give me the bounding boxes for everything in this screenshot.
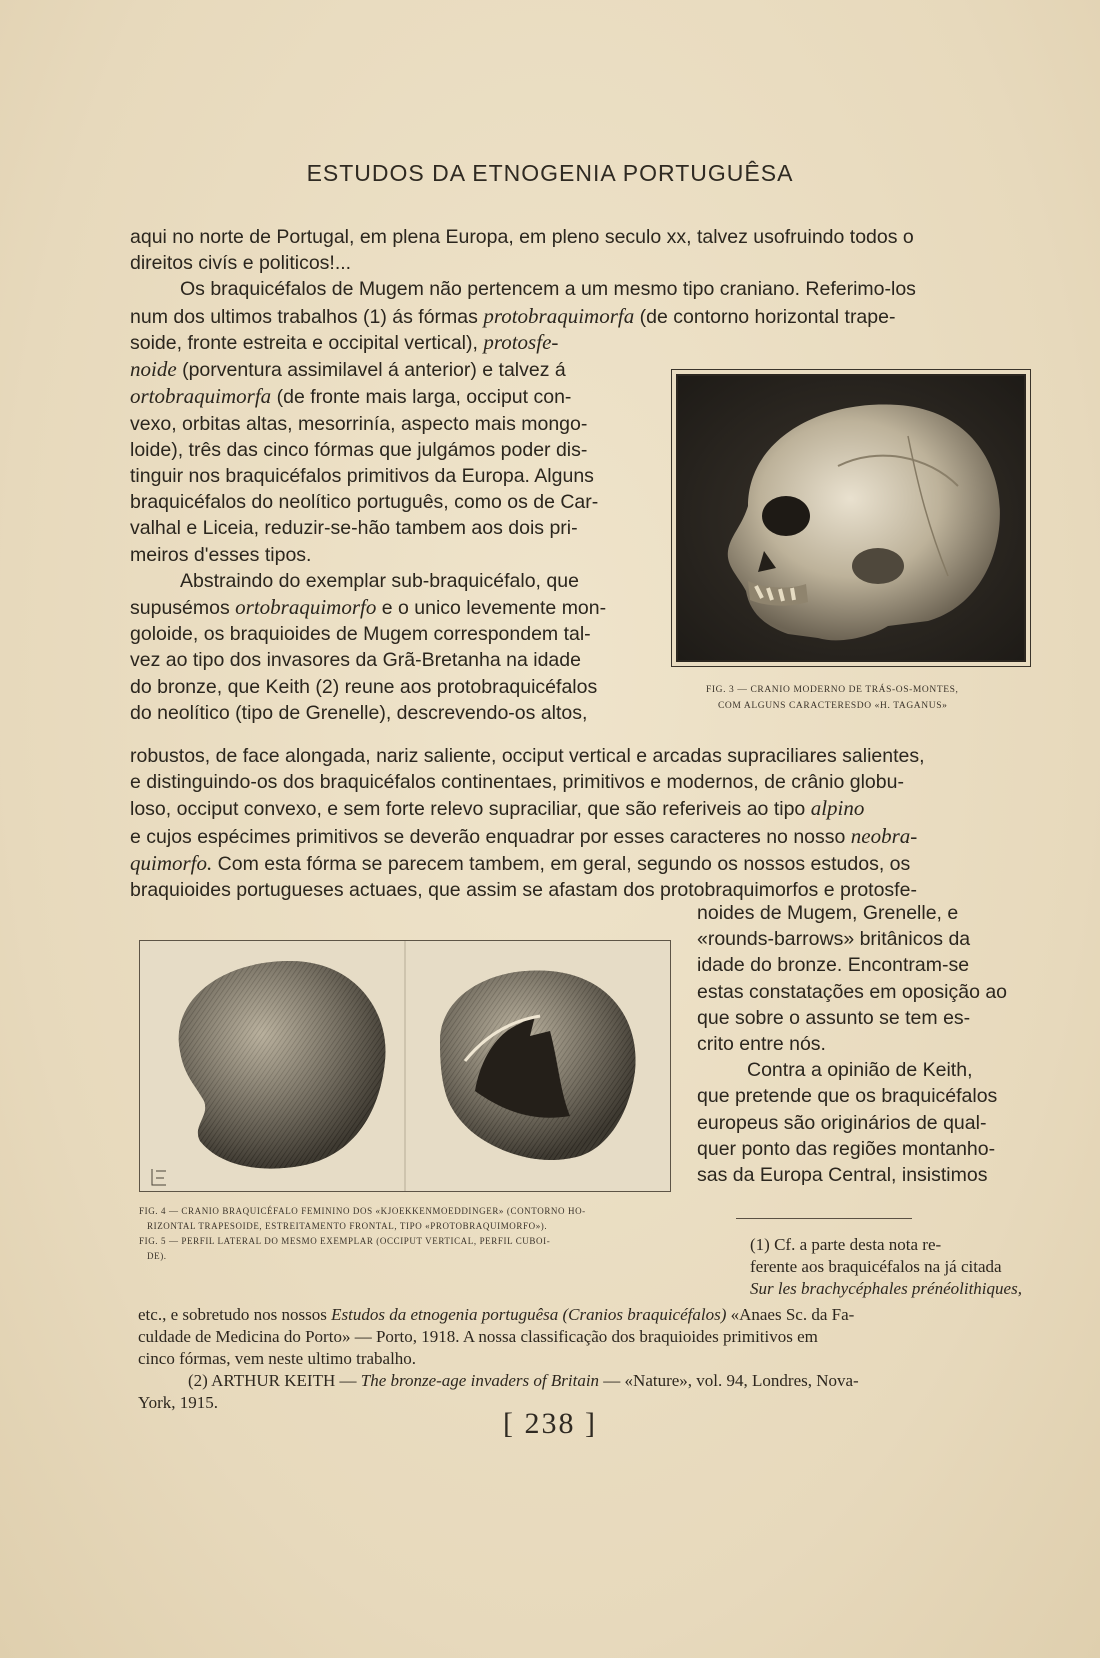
text-line: sas da Europa Central, insistimos — [697, 1164, 988, 1187]
caption-line: FIG. 3 — CRANIO MODERNO DE TRÁS-OS-MONTES, — [706, 685, 959, 695]
text-line: Os braquicéfalos de Mugem não pertencem a um mesmo tipo craniano. Referimo-los — [180, 278, 916, 301]
caption-line: COM ALGUNS CARACTERESDO «H. TAGANUS» — [718, 701, 948, 711]
text-line: ortobraquimorfa (de fronte mais larga, occiput con- — [130, 384, 572, 409]
footnote-line: etc., e sobretudo nos nossos Estudos da etnogenia portuguêsa (Cranios braquicéfalos) «Anaes Sc. da Fa- — [138, 1305, 855, 1324]
footnotes-full — [138, 1304, 1022, 1414]
text-line: estas constatações em oposição ao — [697, 980, 1008, 1003]
text-line: europeus são originários de qual- — [697, 1111, 987, 1134]
text-line: num dos ultimos trabalhos (1) ás fórmas protobraquimorfa (de contorno horizontal trape- — [130, 303, 896, 328]
caption-line: FIG. 4 — CRANIO BRAQUICÉFALO FEMININO DOS «KJOEKKENMOEDDINGER» (CONTORNO HO- — [139, 1206, 586, 1216]
footnote-line: York, 1915. — [138, 1393, 218, 1412]
text-line: braquicéfalos do neolítico português, como os de Car- — [130, 491, 599, 514]
figure-3-skull-photo — [676, 374, 1026, 662]
footnote-line: (1) Cf. a parte desta nota re- — [750, 1235, 942, 1254]
text-line: goloide, os braquioides de Mugem correspondem tal- — [130, 623, 591, 646]
text-line: idade do bronze. Encontram-se — [697, 954, 970, 977]
cranium-drawings — [140, 941, 670, 1191]
footnote-line: ferente aos braquicéfalos na já citada — [750, 1257, 1002, 1276]
footnote-line: (2) ARTHUR KEITH — The bronze-age invaders of Britain — «Nature», vol. 94, Londres, Nova- — [188, 1371, 859, 1390]
text-line: e cujos espécimes primitivos se deverão enquadrar por esses caracteres no nosso neobra- — [130, 823, 918, 848]
text-line: «rounds-barrows» britânicos da — [697, 928, 971, 951]
caption-line: DE). — [147, 1251, 167, 1261]
text-line: soide, fronte estreita e occipital vertical), protosfe- — [130, 330, 559, 354]
running-header: ESTUDOS DA ETNOGENIA PORTUGUÊSA — [306, 160, 794, 186]
footnote-line: cinco fórmas, vem neste ultimo trabalho. — [138, 1349, 417, 1368]
caption-line: FIG. 5 — PERFIL LATERAL DO MESMO EXEMPLAR (OCCIPUT VERTICAL, PERFIL CUBOI- — [139, 1236, 551, 1246]
text-line: crito entre nós. — [697, 1033, 826, 1056]
text-line: Contra a opinião de Keith, — [747, 1059, 973, 1082]
text-line: tinguir nos braquicéfalos primitivos da Europa. Alguns — [130, 465, 594, 488]
skull-illustration — [678, 376, 1024, 660]
text-line: loide), três das cinco fórmas que julgámos poder dis- — [130, 438, 588, 461]
text-line: braquioides portugueses actuaes, que assim se afastam dos protobraquimorfos e protosfe- — [130, 879, 917, 902]
footnote-1-right — [750, 1234, 1022, 1300]
text-line: aqui no norte de Portugal, em plena Europa, em pleno seculo xx, talvez usofruindo todos o — [130, 226, 914, 248]
body-top — [130, 224, 1014, 330]
footnote-line: Sur les brachycéphales prénéolithiques, — [750, 1279, 1022, 1298]
caption-line: RIZONTAL TRAPESOIDE, ESTREITAMENTO FRONTAL, TIPO «PROTOBRAQUIMORFO»). — [147, 1221, 548, 1231]
figure-4-5-caption — [139, 1204, 679, 1264]
engraver-monogram — [152, 1169, 166, 1185]
text-line: vexo, orbitas altas, mesorrinía, aspecto mais mongo- — [130, 412, 588, 435]
text-line: que pretende que os braquicéfalos — [697, 1085, 998, 1108]
text-line: que sobre o assunto se tem es- — [697, 1006, 971, 1029]
text-line: robustos, de face alongada, nariz saliente, occiput vertical e arcadas supraciliares salientes, — [130, 745, 925, 767]
page-number: [ 238 ] — [503, 1407, 597, 1440]
body-left-column — [130, 329, 650, 726]
figure-3-caption — [706, 682, 1016, 714]
text-line: vez ao tipo dos invasores da Grã-Bretanha na idade — [130, 649, 581, 672]
text-line: e distinguindo-os dos braquicéfalos continentaes, primitivos e modernos, de crânio globu- — [130, 771, 904, 794]
body-right-column — [697, 900, 1023, 1188]
text-line: do bronze, que Keith (2) reune aos protobraquicéfalos — [130, 675, 598, 698]
text-line: meiros d'esses tipos. — [130, 543, 312, 566]
text-line: do neolítico (tipo de Grenelle), descrevendo-os altos, — [130, 701, 588, 724]
text-line: valhal e Liceia, reduzir-se-hão tambem aos dois pri- — [130, 517, 578, 540]
text-line: supusémos ortobraquimorfo e o unico levemente mon- — [130, 595, 607, 620]
text-line: noides de Mugem, Grenelle, e — [697, 902, 959, 924]
text-line: Abstraindo do exemplar sub-braquicéfalo, que — [180, 569, 579, 592]
body-middle — [130, 743, 1014, 903]
footnote-separator — [736, 1218, 912, 1219]
text-line: loso, occiput convexo, e sem forte relevo supraciliar, que são referiveis ao tipo alpino — [130, 796, 865, 821]
text-line: quimorfo. Com esta fórma se parecem tambem, em geral, segundo os nossos estudos, os — [130, 850, 911, 875]
text-line: direitos civís e politicos!... — [130, 252, 352, 275]
footnote-line: culdade de Medicina do Porto» — Porto, 1918. A nossa classificação dos braquioides primitivos em — [138, 1327, 818, 1346]
text-line: noide (porventura assimilavel á anterior) e talvez á — [130, 357, 566, 382]
figure-4-5-cranium-drawings — [139, 940, 671, 1192]
text-line: quer ponto das regiões montanho- — [697, 1137, 996, 1160]
